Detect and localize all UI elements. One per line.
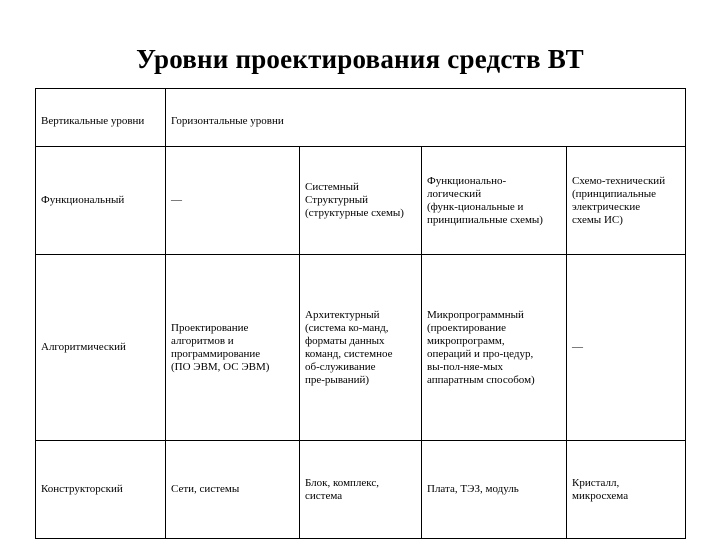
table-cell: — xyxy=(567,255,686,441)
row-label-algorithmic: Алгоритмический xyxy=(36,255,166,441)
table-cell: Схемо-технический (принципиальные электрические схемы ИС) xyxy=(567,147,686,255)
header-row xyxy=(36,89,686,147)
table-cell: — xyxy=(166,147,300,255)
table-cell: Блок, комплекс, система xyxy=(300,441,422,539)
table-row xyxy=(36,255,686,441)
table-row xyxy=(36,441,686,539)
design-levels-table xyxy=(35,88,686,539)
table-cell: Функционально- логический (функ-циональные и принципиальные схемы) xyxy=(422,147,567,255)
table-row xyxy=(36,147,686,255)
header-vertical-levels: Вертикальные уровни xyxy=(36,89,166,147)
header-horizontal-levels: Горизонтальные уровни xyxy=(166,89,686,147)
table-cell: Плата, ТЭЗ, модуль xyxy=(422,441,567,539)
table-cell: Кристалл, микросхема xyxy=(567,441,686,539)
table-cell: Проектирование алгоритмов и программирование (ПО ЭВМ, ОС ЭВМ) xyxy=(166,255,300,441)
table-cell: Микропрограммный (проектирование микропрограмм, операций и про-цедур, вы-пол-няе-мых аппаратным способом) xyxy=(422,255,567,441)
slide-title: Уровни проектирования средств ВТ xyxy=(136,44,584,74)
table-cell: Системный Структурный (структурные схемы) xyxy=(300,147,422,255)
table-cell: Сети, системы xyxy=(166,441,300,539)
row-label-constructive: Конструкторский xyxy=(36,441,166,539)
table-cell: Архитектурный (система ко-манд, форматы данных команд, системное об-служивание пре-рываний) xyxy=(300,255,422,441)
row-label-functional: Функциональный xyxy=(36,147,166,255)
